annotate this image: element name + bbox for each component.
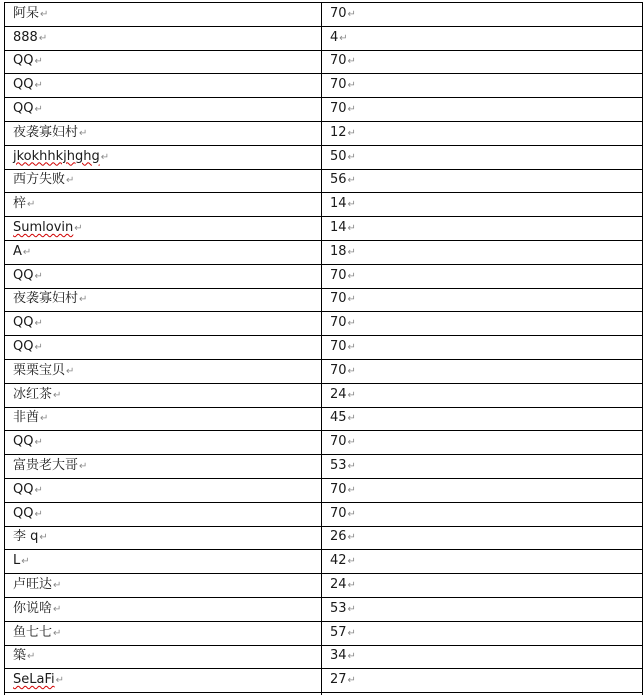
paragraph-mark-icon: ↵ bbox=[100, 151, 110, 163]
paragraph-mark-icon: ↵ bbox=[66, 365, 75, 377]
value-text: 70 bbox=[330, 267, 347, 283]
name-text: QQ bbox=[13, 267, 34, 283]
paragraph-mark-icon: ↵ bbox=[347, 80, 356, 92]
table-row bbox=[5, 336, 643, 360]
name-cell[interactable] bbox=[5, 145, 322, 169]
value-text: 70 bbox=[330, 53, 347, 69]
value-text: 18 bbox=[330, 243, 347, 259]
value-text: 24 bbox=[330, 577, 347, 593]
name-text: QQ bbox=[13, 101, 34, 117]
paragraph-mark-icon: ↵ bbox=[79, 294, 88, 306]
table-row bbox=[5, 431, 643, 455]
value-text: 45 bbox=[330, 410, 347, 426]
name-cell[interactable] bbox=[5, 359, 322, 383]
table-row bbox=[5, 288, 643, 312]
value-text: 4 bbox=[330, 29, 339, 45]
paragraph-mark-icon: ↵ bbox=[347, 556, 356, 568]
paragraph-mark-icon: ↵ bbox=[347, 246, 356, 258]
name-text: 你说啥 bbox=[13, 600, 53, 616]
paragraph-mark-icon: ↵ bbox=[347, 318, 356, 330]
table-row bbox=[5, 145, 643, 169]
value-cell[interactable] bbox=[322, 621, 643, 645]
paragraph-mark-icon: ↵ bbox=[347, 532, 356, 544]
value-cell[interactable] bbox=[322, 574, 643, 598]
value-cell[interactable] bbox=[322, 550, 643, 574]
name-cell[interactable] bbox=[5, 574, 322, 598]
name-text: 夜袭寡妇村 bbox=[13, 291, 79, 307]
paragraph-mark-icon: ↵ bbox=[347, 627, 356, 639]
table-row bbox=[5, 264, 643, 288]
table-row bbox=[5, 240, 643, 264]
name-text: 非酋 bbox=[13, 410, 40, 426]
name-cell[interactable] bbox=[5, 169, 322, 193]
paragraph-mark-icon: ↵ bbox=[347, 651, 356, 663]
value-text: 27 bbox=[330, 672, 347, 688]
value-cell[interactable] bbox=[322, 121, 643, 145]
paragraph-mark-icon: ↵ bbox=[22, 246, 32, 258]
name-cell[interactable] bbox=[5, 597, 322, 621]
paragraph-mark-icon: ↵ bbox=[40, 413, 49, 425]
name-text: 阿呆 bbox=[13, 5, 40, 21]
name-text: 富贵老大哥 bbox=[13, 458, 79, 474]
paragraph-mark-icon: ↵ bbox=[347, 127, 356, 139]
table-row bbox=[5, 574, 643, 598]
value-text: 26 bbox=[330, 529, 347, 545]
paragraph-mark-icon: ↵ bbox=[34, 342, 43, 354]
paragraph-mark-icon: ↵ bbox=[347, 270, 356, 282]
paragraph-mark-icon: ↵ bbox=[38, 32, 48, 44]
value-cell[interactable] bbox=[322, 669, 643, 693]
table-row bbox=[5, 312, 643, 336]
value-cell[interactable] bbox=[322, 431, 643, 455]
table-row bbox=[5, 26, 643, 50]
name-text: 888 bbox=[13, 29, 38, 45]
paragraph-mark-icon: ↵ bbox=[347, 294, 356, 306]
table-row bbox=[5, 98, 643, 122]
paragraph-mark-icon: ↵ bbox=[347, 580, 356, 592]
table-row bbox=[5, 3, 643, 27]
table-row bbox=[5, 621, 643, 645]
name-text: SeLaFi bbox=[13, 672, 55, 688]
name-cell[interactable] bbox=[5, 621, 322, 645]
value-text: 53 bbox=[330, 600, 347, 616]
value-text: 70 bbox=[330, 291, 347, 307]
name-cell[interactable] bbox=[5, 264, 322, 288]
paragraph-mark-icon: ↵ bbox=[53, 603, 62, 615]
name-text: QQ bbox=[13, 77, 34, 93]
paragraph-mark-icon: ↵ bbox=[34, 80, 43, 92]
value-cell[interactable] bbox=[322, 478, 643, 502]
table-row bbox=[5, 217, 643, 241]
value-text: 14 bbox=[330, 220, 347, 236]
value-text: 70 bbox=[330, 362, 347, 378]
name-cell[interactable] bbox=[5, 478, 322, 502]
paragraph-mark-icon: ↵ bbox=[66, 175, 75, 187]
table-row bbox=[5, 407, 643, 431]
name-cell[interactable] bbox=[5, 407, 322, 431]
value-text: 57 bbox=[330, 624, 347, 640]
name-cell[interactable] bbox=[5, 336, 322, 360]
name-cell[interactable] bbox=[5, 121, 322, 145]
value-cell[interactable] bbox=[322, 74, 643, 98]
name-cell[interactable] bbox=[5, 26, 322, 50]
table-row bbox=[5, 359, 643, 383]
value-cell[interactable] bbox=[322, 98, 643, 122]
value-text: 70 bbox=[330, 339, 347, 355]
value-cell[interactable] bbox=[322, 312, 643, 336]
paragraph-mark-icon: ↵ bbox=[55, 675, 64, 687]
name-text: QQ bbox=[13, 505, 34, 521]
value-text: 70 bbox=[330, 434, 347, 450]
name-cell[interactable] bbox=[5, 288, 322, 312]
paragraph-mark-icon: ↵ bbox=[347, 223, 356, 235]
name-text: 鱼七七 bbox=[13, 624, 53, 640]
paragraph-mark-icon: ↵ bbox=[347, 675, 356, 687]
name-cell[interactable] bbox=[5, 3, 322, 27]
paragraph-mark-icon: ↵ bbox=[34, 104, 43, 116]
table-row bbox=[5, 193, 643, 217]
name-cell[interactable] bbox=[5, 455, 322, 479]
value-text: 24 bbox=[330, 386, 347, 402]
name-cell[interactable] bbox=[5, 240, 322, 264]
paragraph-mark-icon: ↵ bbox=[347, 56, 356, 68]
value-cell[interactable] bbox=[322, 169, 643, 193]
paragraph-mark-icon: ↵ bbox=[53, 389, 62, 401]
name-cell[interactable] bbox=[5, 98, 322, 122]
value-text: 70 bbox=[330, 101, 347, 117]
value-cell[interactable] bbox=[322, 407, 643, 431]
table-row bbox=[5, 526, 643, 550]
table-row bbox=[5, 669, 643, 693]
table-row bbox=[5, 645, 643, 669]
name-cell[interactable] bbox=[5, 50, 322, 74]
paragraph-mark-icon: ↵ bbox=[347, 151, 356, 163]
table-row bbox=[5, 74, 643, 98]
name-cell[interactable] bbox=[5, 550, 322, 574]
name-cell[interactable] bbox=[5, 74, 322, 98]
value-text: 70 bbox=[330, 77, 347, 93]
value-cell[interactable] bbox=[322, 3, 643, 27]
paragraph-mark-icon: ↵ bbox=[79, 127, 88, 139]
paragraph-mark-icon: ↵ bbox=[347, 603, 356, 615]
value-text: 56 bbox=[330, 172, 347, 188]
name-cell[interactable] bbox=[5, 645, 322, 669]
paragraph-mark-icon: ↵ bbox=[34, 318, 43, 330]
value-cell[interactable] bbox=[322, 455, 643, 479]
paragraph-mark-icon: ↵ bbox=[347, 484, 356, 496]
value-text: 70 bbox=[330, 5, 347, 21]
name-text: A bbox=[13, 243, 22, 259]
paragraph-mark-icon: ↵ bbox=[347, 199, 356, 211]
name-text: QQ bbox=[13, 481, 34, 497]
name-text: 夜袭寡妇村 bbox=[13, 124, 79, 140]
value-cell[interactable] bbox=[322, 597, 643, 621]
paragraph-mark-icon: ↵ bbox=[34, 437, 43, 449]
name-text: Sumlovin bbox=[13, 220, 74, 236]
paragraph-mark-icon: ↵ bbox=[347, 342, 356, 354]
paragraph-mark-icon: ↵ bbox=[347, 365, 356, 377]
value-text: 34 bbox=[330, 648, 347, 664]
table-body bbox=[5, 3, 643, 695]
value-cell[interactable] bbox=[322, 240, 643, 264]
paragraph-mark-icon: ↵ bbox=[53, 627, 62, 639]
value-text: 53 bbox=[330, 458, 347, 474]
value-cell[interactable] bbox=[322, 336, 643, 360]
value-text: 12 bbox=[330, 124, 347, 140]
name-cell[interactable] bbox=[5, 193, 322, 217]
value-cell[interactable] bbox=[322, 502, 643, 526]
name-cell[interactable] bbox=[5, 312, 322, 336]
name-cell[interactable] bbox=[5, 431, 322, 455]
table-row bbox=[5, 455, 643, 479]
name-text: 梓 bbox=[13, 196, 27, 212]
value-cell[interactable] bbox=[322, 645, 643, 669]
data-table bbox=[4, 2, 643, 695]
paragraph-mark-icon: ↵ bbox=[347, 413, 356, 425]
value-cell[interactable] bbox=[322, 193, 643, 217]
name-text: QQ bbox=[13, 315, 34, 331]
value-cell[interactable] bbox=[322, 359, 643, 383]
table-row bbox=[5, 169, 643, 193]
name-text: L bbox=[13, 553, 21, 569]
paragraph-mark-icon: ↵ bbox=[347, 389, 356, 401]
table-row bbox=[5, 502, 643, 526]
table-row bbox=[5, 550, 643, 574]
name-text: 冰红茶 bbox=[13, 386, 53, 402]
value-cell[interactable] bbox=[322, 383, 643, 407]
value-cell[interactable] bbox=[322, 526, 643, 550]
value-cell[interactable] bbox=[322, 264, 643, 288]
paragraph-mark-icon: ↵ bbox=[34, 56, 43, 68]
paragraph-mark-icon: ↵ bbox=[39, 532, 48, 544]
table-row bbox=[5, 50, 643, 74]
name-cell[interactable] bbox=[5, 383, 322, 407]
value-cell[interactable] bbox=[322, 288, 643, 312]
name-cell[interactable] bbox=[5, 217, 322, 241]
table-row bbox=[5, 383, 643, 407]
table-row bbox=[5, 597, 643, 621]
name-text: 西方失败 bbox=[13, 172, 66, 188]
paragraph-mark-icon: ↵ bbox=[347, 8, 356, 20]
value-text: 70 bbox=[330, 505, 347, 521]
name-text: 栗栗宝贝 bbox=[13, 362, 66, 378]
paragraph-mark-icon: ↵ bbox=[53, 580, 62, 592]
table-row bbox=[5, 478, 643, 502]
paragraph-mark-icon: ↵ bbox=[74, 223, 83, 235]
paragraph-mark-icon: ↵ bbox=[27, 199, 36, 211]
name-text: QQ bbox=[13, 339, 34, 355]
value-cell[interactable] bbox=[322, 217, 643, 241]
paragraph-mark-icon: ↵ bbox=[34, 270, 43, 282]
paragraph-mark-icon: ↵ bbox=[79, 461, 88, 473]
name-text: 李 q bbox=[13, 529, 39, 545]
name-text: 築 bbox=[13, 648, 27, 664]
name-cell[interactable] bbox=[5, 669, 322, 693]
paragraph-mark-icon: ↵ bbox=[34, 484, 43, 496]
name-text: QQ bbox=[13, 53, 34, 69]
value-text: 14 bbox=[330, 196, 347, 212]
name-cell[interactable] bbox=[5, 526, 322, 550]
name-text: jkokhhkjhghg bbox=[13, 148, 100, 164]
value-text: 70 bbox=[330, 481, 347, 497]
value-cell[interactable] bbox=[322, 26, 643, 50]
table-row bbox=[5, 121, 643, 145]
value-cell[interactable] bbox=[322, 145, 643, 169]
value-text: 42 bbox=[330, 553, 347, 569]
paragraph-mark-icon: ↵ bbox=[27, 651, 36, 663]
name-cell[interactable] bbox=[5, 502, 322, 526]
paragraph-mark-icon: ↵ bbox=[347, 508, 356, 520]
paragraph-mark-icon: ↵ bbox=[347, 175, 356, 187]
paragraph-mark-icon: ↵ bbox=[347, 461, 356, 473]
paragraph-mark-icon: ↵ bbox=[339, 32, 348, 44]
value-text: 70 bbox=[330, 315, 347, 331]
paragraph-mark-icon: ↵ bbox=[347, 437, 356, 449]
name-text: 卢旺达 bbox=[13, 577, 53, 593]
value-cell[interactable] bbox=[322, 50, 643, 74]
paragraph-mark-icon: ↵ bbox=[40, 8, 49, 20]
paragraph-mark-icon: ↵ bbox=[21, 556, 30, 568]
value-text: 50 bbox=[330, 148, 347, 164]
name-text: QQ bbox=[13, 434, 34, 450]
paragraph-mark-icon: ↵ bbox=[347, 104, 356, 116]
paragraph-mark-icon: ↵ bbox=[34, 508, 43, 520]
